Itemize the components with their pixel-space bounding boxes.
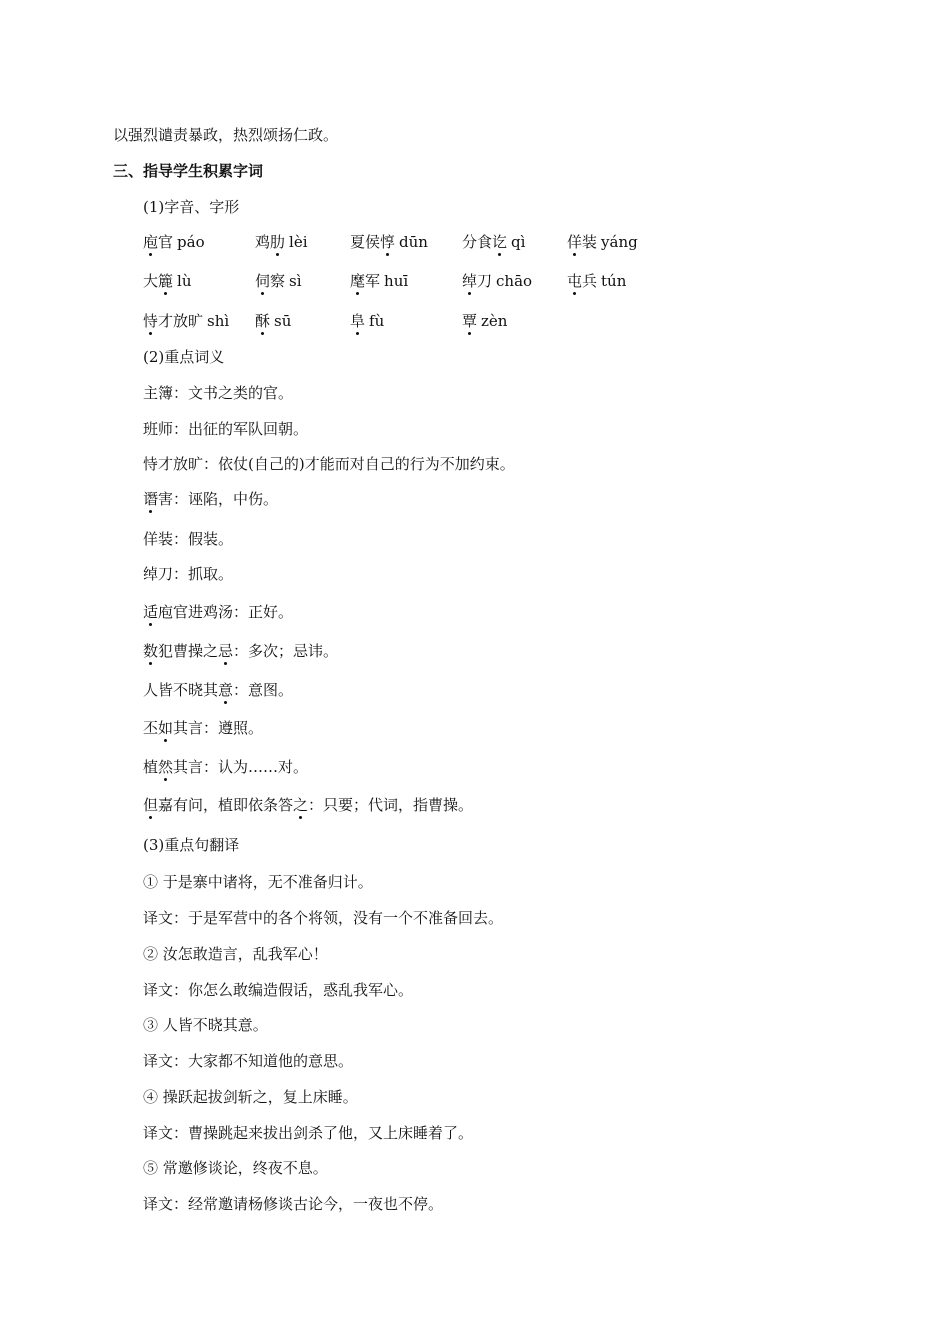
translation-line: 译文：大家都不知道他的意思。 [143,1052,354,1070]
translation-line: 译文：曹操跳起来拔出剑杀了他，又上床睡着了。 [143,1124,474,1142]
pron-entry: 佯装 yáng [567,233,638,251]
section-heading: 三、指导学生积累字词 [113,162,264,180]
part1-title: (1)字音、字形 [143,198,240,216]
pron-entry: 屯兵 tún [567,272,627,290]
translation-line: 译文：你怎么敢编造假话，惑乱我军心。 [143,981,414,999]
pron-entry: 分食讫 qì [462,233,526,251]
pron-entry: 夏侯惇 dūn [350,233,428,251]
definition-item: 绰刀：抓取。 [143,565,234,583]
definition-item: 班师：出征的军队回朝。 [143,420,309,438]
translation-line: 译文：于是军营中的各个将领，没有一个不准备回去。 [143,909,504,927]
part2-title: (2)重点词义 [143,348,225,366]
pron-entry: 绰刀 chāo [462,272,533,290]
definition-item: 植然其言：认为……对。 [143,758,309,776]
translation-line: 译文：经常邀请杨修谈古论今，一夜也不停。 [143,1195,444,1213]
pron-entry: 覃 zèn [462,312,508,330]
pron-entry: 伺察 sì [255,272,302,290]
pron-entry: 鸡肋 lèi [255,233,308,251]
intro-line: 以强烈谴责暴政，热烈颂扬仁政。 [113,126,339,144]
pron-entry: 恃才放旷 shì [143,312,230,330]
pron-entry: 阜 fù [350,312,385,330]
source-sentence: ③ 人皆不晓其意。 [143,1016,268,1034]
definition-item: 适庖官进鸡汤：正好。 [143,603,294,621]
definition-item: 但嘉有问，植即依条答之：只要；代词，指曹操。 [143,796,474,814]
definition-item: 恃才放旷：依仗(自己的)才能而对自己的行为不加约束。 [143,455,515,473]
source-sentence: ⑤ 常邀修谈论，终夜不息。 [143,1159,328,1177]
definition-item: 人皆不晓其意：意图。 [143,681,294,699]
definition-item: 谮害：诬陷，中伤。 [143,490,279,508]
source-sentence: ② 汝怎敢造言，乱我军心！ [143,945,328,963]
pron-entry: 大簏 lù [143,272,192,290]
source-sentence: ④ 操跃起拔剑斩之，复上床睡。 [143,1088,358,1106]
pron-entry: 酥 sū [255,312,292,330]
definition-item: 数犯曹操之忌：多次；忌讳。 [143,642,339,660]
part3-title: (3)重点句翻译 [143,836,240,854]
definition-item: 佯装：假装。 [143,530,234,548]
pron-entry: 麾军 huī [350,272,409,290]
definition-item: 丕如其言：遵照。 [143,719,264,737]
definition-item: 主簿：文书之类的官。 [143,384,294,402]
pron-entry: 庖官 páo [143,233,205,251]
source-sentence: ① 于是寨中诸将，无不准备归计。 [143,873,373,891]
